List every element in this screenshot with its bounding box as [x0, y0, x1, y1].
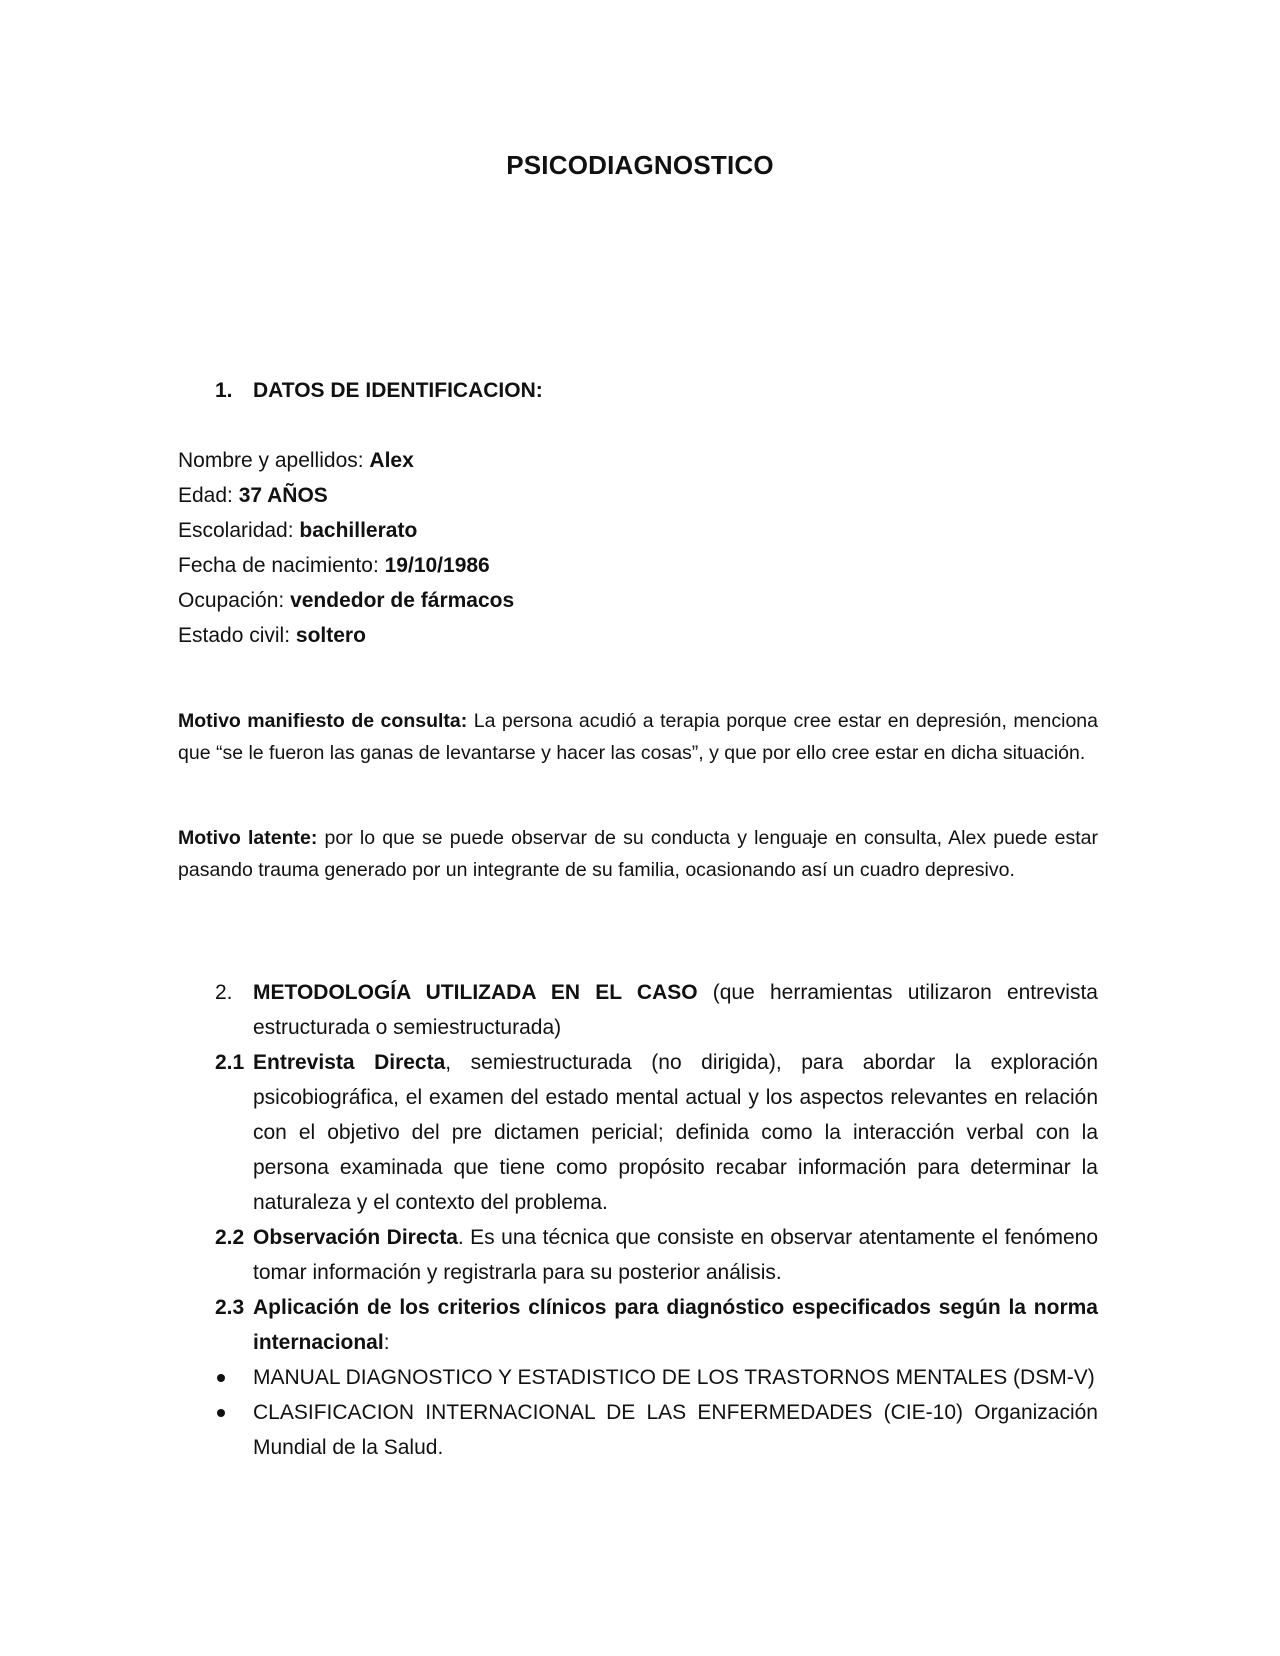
bullet-item-cie [215, 1395, 1098, 1465]
section-1-label: DATOS DE IDENTIFICACION: [253, 379, 543, 402]
bullet-icon [217, 1409, 225, 1417]
id-row-nombre [178, 443, 514, 478]
method-number: 2.3 [215, 1296, 245, 1319]
id-row-estado-civil [178, 618, 514, 653]
method-text: : [383, 1331, 390, 1354]
method-label: Observación Directa [253, 1226, 458, 1249]
section-2-heading [215, 975, 1098, 1045]
id-label: Edad: [178, 484, 239, 507]
document-title: PSICODIAGNOSTICO [506, 150, 774, 180]
motivo-manifiesto-text: La persona acudió a terapia porque cree estar en depresión, menciona que “se le fueron las ganas de levantarse y hacer las cosas”, y que por ello cree estar en dicha situación. [178, 710, 1098, 764]
motivo-latente-paragraph [178, 822, 1098, 886]
method-text: , semiestructurada (no dirigida), para abordar la exploración psicobiográfica, el examen del estado mental actual y los aspectos relevantes en relación con el objetivo del pre dictamen pericial; definida como la interacción verbal con la persona examinada que tiene como propósito recabar información para determinar la naturaleza y el contexto del problema. [253, 1051, 1098, 1214]
method-number: 2.1 [215, 1051, 245, 1074]
id-label: Escolaridad: [178, 519, 300, 542]
section-1-number: 1. [215, 379, 233, 402]
method-number: 2.2 [215, 1226, 245, 1249]
motivo-latente-text: por lo que se puede observar de su conducta y lenguaje en consulta, Alex puede estar pasando trauma generado por un integrante de su familia, ocasionando así un cuadro depresivo. [178, 827, 1098, 881]
bullet-icon [217, 1374, 225, 1382]
motivo-manifiesto-label: Motivo manifiesto de consulta: [178, 710, 468, 732]
id-label: Estado civil: [178, 624, 296, 647]
bullet-text: MANUAL DIAGNOSTICO Y ESTADISTICO DE LOS TRASTORNOS MENTALES (DSM-V) [253, 1366, 1095, 1389]
id-row-edad [178, 478, 514, 513]
id-value: 19/10/1986 [384, 554, 490, 577]
bullet-item-dsm [215, 1360, 1098, 1395]
id-label: Fecha de nacimiento: [178, 554, 385, 577]
method-item-2-3 [215, 1290, 1098, 1360]
id-value: Alex [369, 449, 414, 472]
method-label: Entrevista Directa [253, 1051, 446, 1074]
method-item-2-1 [215, 1045, 1098, 1220]
section-2-number: 2. [215, 981, 233, 1004]
methodology-section [215, 975, 1098, 1465]
id-value: bachillerato [299, 519, 418, 542]
motivo-manifiesto-paragraph [178, 705, 1098, 769]
motivo-latente-label: Motivo latente: [178, 827, 318, 849]
id-label: Ocupación: [178, 589, 291, 612]
id-value: soltero [295, 624, 366, 647]
id-row-ocupacion [178, 583, 514, 618]
id-row-escolaridad [178, 513, 514, 548]
section-2-label: METODOLOGÍA UTILIZADA EN EL CASO [253, 981, 698, 1004]
section-1-heading [215, 373, 543, 408]
identification-list [178, 443, 514, 653]
method-label: Aplicación de los criterios clínicos para diagnóstico especificados según la norma internacional [253, 1296, 1098, 1354]
method-text: . Es una técnica que consiste en observar atentamente el fenómeno tomar información y registrarla para su posterior análisis. [253, 1226, 1098, 1284]
id-label: Nombre y apellidos: [178, 449, 370, 472]
id-row-fecha-nacimiento [178, 548, 514, 583]
id-value: 37 AÑOS [238, 484, 328, 507]
bullet-text: CLASIFICACION INTERNACIONAL DE LAS ENFERMEDADES (CIE-10) Organización Mundial de la Salud. [253, 1401, 1098, 1459]
id-value: vendedor de fármacos [290, 589, 515, 612]
method-item-2-2 [215, 1220, 1098, 1290]
section-2-text: (que herramientas utilizaron entrevista estructurada o semiestructurada) [253, 981, 1098, 1039]
